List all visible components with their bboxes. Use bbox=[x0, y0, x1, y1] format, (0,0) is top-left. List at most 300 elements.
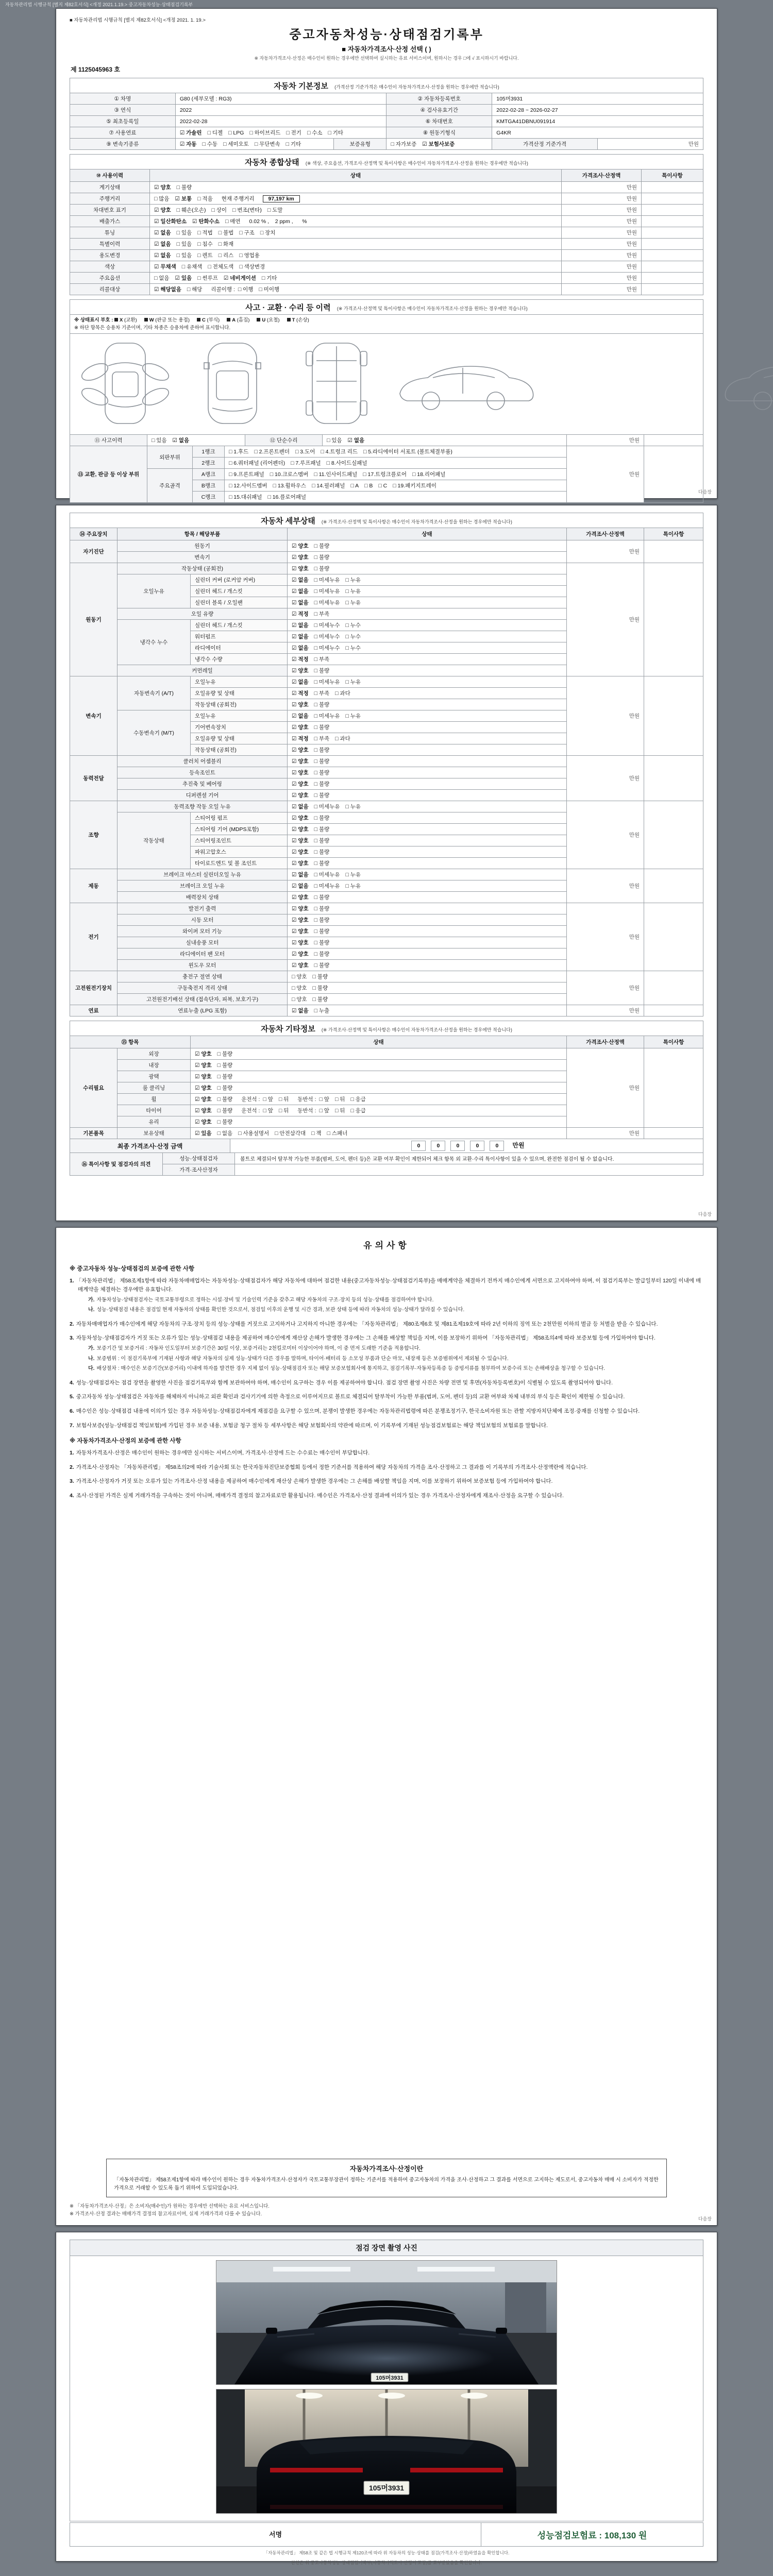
note-cell bbox=[642, 261, 703, 273]
item-label: 작동상태 bbox=[117, 812, 191, 869]
checkbox-누유[interactable]: □ 누유 bbox=[345, 577, 361, 583]
checkbox-양호[interactable]: ☑ 양호 bbox=[195, 1062, 212, 1069]
checkbox-있음[interactable]: □ 있음 bbox=[176, 252, 192, 259]
note-cell bbox=[644, 676, 703, 756]
subitem-label: 작동상태 (공회전) bbox=[191, 699, 288, 710]
legend-label: ※ 상태표시 부호 : bbox=[74, 317, 113, 323]
checkbox-불량[interactable]: □ 불량 bbox=[314, 860, 330, 867]
overall-row bbox=[70, 182, 703, 193]
checkbox-응급[interactable]: □ 응급 bbox=[350, 1108, 366, 1114]
checkbox-3.도어[interactable]: □ 3.도어 bbox=[295, 449, 315, 455]
checkbox-없음[interactable]: ☑ 없음 bbox=[292, 622, 309, 629]
checkbox-누유[interactable]: □ 누유 bbox=[345, 713, 361, 719]
checkbox-양호[interactable]: ☑ 양호 bbox=[154, 184, 171, 191]
price-cell: 만원 bbox=[562, 182, 642, 193]
checkbox-불량[interactable]: □ 불량 bbox=[312, 974, 328, 980]
checkbox-부족[interactable]: □ 부족 bbox=[314, 656, 330, 663]
checkbox-불량[interactable]: □ 불량 bbox=[217, 1108, 233, 1114]
checkbox-양호[interactable]: ☑ 양호 bbox=[292, 917, 309, 923]
item-label: 구동축전지 격리 상태 bbox=[117, 982, 288, 994]
checkbox-15.대쉬패널[interactable]: □ 15.대쉬패널 bbox=[229, 494, 262, 500]
checkbox-누유[interactable]: □ 누유 bbox=[345, 872, 361, 878]
checkbox-양호[interactable]: ☑ 양호 bbox=[292, 724, 309, 731]
row-status bbox=[288, 631, 567, 642]
row-status bbox=[191, 1116, 567, 1128]
inline-text: 0.02 % , 2 ppm , % bbox=[249, 218, 307, 225]
row-status bbox=[288, 563, 567, 574]
checkbox-하이브리드[interactable]: □ 하이브리드 bbox=[249, 130, 281, 136]
group-label: 주요골격 bbox=[147, 469, 193, 503]
checkbox-기타[interactable]: □ 기타 bbox=[328, 130, 344, 136]
checkbox-있음[interactable]: □ 있음 bbox=[327, 437, 342, 444]
checkbox-양호[interactable]: ☑ 양호 bbox=[292, 940, 309, 946]
section-note: (※ 가격조사·산정액 및 특이사항은 매수인이 자동차가격조사·산정을 원하는 경우에만 적습니다) bbox=[321, 519, 512, 524]
checkbox-침수[interactable]: □ 침수 bbox=[197, 241, 213, 247]
checkbox-양호[interactable]: ☑ 양호 bbox=[154, 207, 171, 213]
checkbox-없음[interactable]: ☑ 없음 bbox=[292, 588, 309, 595]
checkbox-네비게이션[interactable]: ☑ 네비게이션 bbox=[223, 275, 256, 281]
row-status bbox=[288, 586, 567, 597]
notice-item: 3. 가격조사·산정자가 거짓 또는 오류가 있는 가격조사·산정 내용을 제공하여 매수인에게 재산상 손해가 발생한 경우에는 그 손해를 배상할 책임을 지며, 이를 보장하기 위하여 보증보험 등에 가입하여야 합니다. bbox=[70, 1478, 553, 1485]
basic-info-row bbox=[70, 127, 703, 139]
checkbox-미세누유[interactable]: □ 미세누유 bbox=[314, 679, 340, 685]
checkbox-양호[interactable]: ☑ 양호 bbox=[292, 747, 309, 753]
checkbox-불량[interactable]: □ 불량 bbox=[314, 758, 330, 765]
checkbox-뒤[interactable]: □ 뒤 bbox=[278, 1108, 289, 1114]
checkbox-해당[interactable]: □ 해당 bbox=[187, 286, 203, 293]
subitem-label: 워터펌프 bbox=[191, 631, 288, 642]
checkbox-누유[interactable]: □ 누유 bbox=[345, 600, 361, 606]
item-label: 내장 bbox=[117, 1060, 191, 1071]
row-status bbox=[288, 790, 567, 801]
checkbox-양호[interactable]: ☑ 양호 bbox=[292, 962, 309, 969]
price-cell: 만원 bbox=[567, 435, 644, 446]
checkbox-양호[interactable]: ☑ 양호 bbox=[292, 543, 309, 549]
checkbox-양호[interactable]: ☑ 양호 bbox=[292, 894, 309, 901]
checkbox-양호[interactable]: ☑ 양호 bbox=[292, 849, 309, 855]
checkbox-세미오토[interactable]: □ 세미오토 bbox=[223, 141, 249, 147]
group-label: 연료 bbox=[70, 1005, 117, 1016]
checkbox-불량[interactable]: □ 불량 bbox=[176, 184, 192, 191]
checkbox-4.트렁크 리드[interactable]: □ 4.트렁크 리드 bbox=[321, 449, 358, 455]
checkbox-불량[interactable]: □ 불량 bbox=[217, 1051, 233, 1057]
checkbox-미세누유[interactable]: □ 미세누유 bbox=[314, 577, 340, 583]
checkbox-누수[interactable]: □ 누수 bbox=[345, 645, 361, 651]
detail-row bbox=[70, 1005, 703, 1016]
checkbox-불량[interactable]: □ 불량 bbox=[314, 838, 330, 844]
checkbox-12.사이드멤버[interactable]: □ 12.사이드멤버 bbox=[229, 483, 267, 489]
checkbox-불량[interactable]: □ 불량 bbox=[314, 815, 330, 821]
rank-label: A랭크 bbox=[193, 469, 225, 480]
signature-label[interactable]: 서명 bbox=[70, 2523, 481, 2546]
checkbox-양호[interactable]: ☑ 양호 bbox=[292, 781, 309, 787]
legend-item: T (손상) bbox=[287, 317, 309, 323]
checkbox-스패너[interactable]: □ 스패너 bbox=[327, 1130, 348, 1137]
item-label: 변속기 bbox=[117, 552, 288, 563]
checkbox-미세누수[interactable]: □ 미세누수 bbox=[314, 622, 340, 629]
detail-state-table bbox=[70, 528, 703, 1016]
row-status bbox=[150, 239, 562, 250]
legend-note: ※ 하단 항목은 승용차 기준이며, 기타 차종은 승용차에 준하여 표시합니다. bbox=[74, 325, 231, 331]
next-page-marker[interactable]: 다음장 bbox=[698, 489, 712, 495]
checkbox-불량[interactable]: □ 불량 bbox=[314, 906, 330, 912]
checkbox-전체도색[interactable]: □ 전체도색 bbox=[208, 264, 234, 270]
checkbox-불량[interactable]: □ 불량 bbox=[217, 1119, 233, 1125]
checkbox-2.프론트펜더[interactable]: □ 2.프론트펜더 bbox=[254, 449, 290, 455]
checkbox-변조(변타)[interactable]: □ 변조(변타) bbox=[232, 207, 262, 213]
checkbox-앞[interactable]: □ 앞 bbox=[319, 1096, 329, 1103]
checkbox-리스[interactable]: □ 리스 bbox=[218, 252, 234, 259]
checkbox-양호[interactable]: ☑ 양호 bbox=[292, 758, 309, 765]
item-label: 등속조인트 bbox=[117, 767, 288, 778]
checkbox-있음[interactable]: □ 있음 bbox=[152, 437, 167, 444]
notice-item: 7. 보험사보증(성능·상태점검 책임보험)에 가입된 경우 보증 내용, 보험금 청구 절차 등 세부사항은 해당 보험회사의 약관에 따르며, 이 기록부에 기재된 성능점검보험료는 해당 책임보험의 보험료를 말합니다. bbox=[70, 1422, 548, 1429]
checkbox-구조[interactable]: □ 구조 bbox=[239, 230, 255, 236]
opinion-who: 성능·상태점검자 bbox=[163, 1153, 235, 1164]
checkbox-부족[interactable]: □ 부족 bbox=[314, 611, 330, 617]
price-assessment-select[interactable]: ■ 자동차가격조사·산정 선택 ( ) bbox=[342, 45, 431, 53]
checkbox-불량[interactable]: □ 불량 bbox=[314, 962, 330, 969]
detail-row bbox=[70, 756, 703, 767]
checkbox-B[interactable]: □ B bbox=[364, 483, 373, 489]
checkbox-응급[interactable]: □ 응급 bbox=[350, 1096, 366, 1103]
checkbox-불량[interactable]: □ 불량 bbox=[217, 1062, 233, 1069]
checkbox-양호[interactable]: ☑ 양호 bbox=[292, 566, 309, 572]
checkbox-양호[interactable]: ☑ 양호 bbox=[292, 951, 309, 957]
checkbox-과다[interactable]: □ 과다 bbox=[335, 736, 350, 742]
notice-item: 2. 자동차매매업자가 매수인에게 해당 자동차의 구조·장치 등의 성능·상태를 거짓으로 고지하거나 고지하지 아니한 경우에는 「자동차관리법」 제80조제6호 및 제81조제19호에 따라 2년 이하의 징역 또는 2천만원 이하의 벌금 등 처벌을 받을 수 있습니다. bbox=[70, 1320, 658, 1327]
next-page-marker[interactable]: 다음장 bbox=[698, 1212, 712, 1217]
price-cell: 만원 bbox=[562, 193, 642, 205]
checkbox-렌트[interactable]: □ 렌트 bbox=[197, 252, 213, 259]
checkbox-없음[interactable]: ☑ 없음 bbox=[292, 679, 309, 685]
row-status bbox=[288, 801, 567, 812]
row-status bbox=[191, 1094, 567, 1105]
receipt-text: 본인은 위 중고자동차성능·상태점검기록부(자동차가격조사·산정서 포함)를 교부받았음을 확인합니다. bbox=[291, 2560, 482, 2565]
checkbox-무단변속[interactable]: □ 무단변속 bbox=[254, 141, 280, 147]
price-cell: 만원 bbox=[562, 205, 642, 216]
checkbox-미이행[interactable]: □ 미이행 bbox=[259, 286, 280, 293]
checkbox-C[interactable]: □ C bbox=[378, 483, 388, 489]
checkbox-색상변경[interactable]: □ 색상변경 bbox=[239, 264, 265, 270]
inspection-photo-rear bbox=[216, 2389, 557, 2514]
checkbox-불량[interactable]: □ 불량 bbox=[312, 985, 328, 991]
checkbox-양호[interactable]: □ 양호 bbox=[292, 985, 307, 991]
checkbox-일산화탄소[interactable]: ☑ 일산화탄소 bbox=[154, 218, 187, 225]
checkbox-없음[interactable]: ☑ 없음 bbox=[292, 600, 309, 606]
column-header: 가격조사·산정액 bbox=[567, 528, 644, 540]
checkbox-디젤[interactable]: □ 디젤 bbox=[207, 130, 223, 136]
checkbox-보험사보증[interactable]: ☑ 보험사보증 bbox=[422, 141, 455, 147]
checkbox-있음[interactable]: □ 있음 bbox=[176, 241, 192, 247]
checkbox-보통[interactable]: ☑ 보통 bbox=[175, 196, 192, 202]
checkbox-기타[interactable]: □ 기타 bbox=[285, 141, 301, 147]
row-status bbox=[288, 846, 567, 858]
fee-label: 성능점검보험료 : bbox=[537, 2531, 602, 2540]
checkbox-없음[interactable]: ☑ 없음 bbox=[292, 634, 309, 640]
checkbox-적법[interactable]: □ 적법 bbox=[197, 230, 213, 236]
item-label: 유리 bbox=[117, 1116, 191, 1128]
row-status bbox=[288, 597, 567, 608]
checkbox-전기[interactable]: □ 전기 bbox=[286, 130, 301, 136]
checkbox-뒤[interactable]: □ 뒤 bbox=[334, 1096, 345, 1103]
checkbox-뒤[interactable]: □ 뒤 bbox=[278, 1096, 289, 1103]
group-label: 조향 bbox=[70, 801, 117, 869]
checkbox-불량[interactable]: □ 불량 bbox=[314, 554, 330, 561]
checkbox-양호[interactable]: ☑ 양호 bbox=[292, 792, 309, 799]
checkbox-미세누유[interactable]: □ 미세누유 bbox=[314, 713, 340, 719]
checkbox-없음[interactable]: ☑ 없음 bbox=[292, 1008, 309, 1014]
column-header: 특이사항 bbox=[644, 1036, 703, 1048]
checkbox-사용설명서[interactable]: □ 사용설명서 bbox=[238, 1130, 270, 1137]
row-status bbox=[191, 1128, 567, 1139]
row-status bbox=[288, 767, 567, 778]
checkbox-양호[interactable]: ☑ 양호 bbox=[292, 826, 309, 833]
checkbox-자동[interactable]: ☑ 자동 bbox=[179, 141, 197, 147]
checkbox-양호[interactable]: ☑ 양호 bbox=[195, 1108, 212, 1114]
row-status bbox=[288, 665, 567, 676]
checkbox-불량[interactable]: □ 불량 bbox=[314, 940, 330, 946]
item-label: 냉각수 누수 bbox=[117, 620, 191, 665]
checkbox-부족[interactable]: □ 부족 bbox=[314, 690, 330, 697]
checkbox-있음[interactable]: ☑ 있음 bbox=[195, 1130, 212, 1137]
row-status bbox=[288, 971, 567, 982]
checkbox-양호[interactable]: ☑ 양호 bbox=[292, 554, 309, 561]
checkbox-불량[interactable]: □ 불량 bbox=[314, 702, 330, 708]
checkbox-양호[interactable]: ☑ 양호 bbox=[292, 860, 309, 867]
checkbox-양호[interactable]: ☑ 양호 bbox=[292, 702, 309, 708]
damage-legend bbox=[70, 314, 703, 334]
checkbox-불량[interactable]: □ 불량 bbox=[314, 792, 330, 799]
checkbox-미세누유[interactable]: □ 미세누유 bbox=[314, 588, 340, 595]
checkbox-누유[interactable]: □ 누유 bbox=[345, 588, 361, 595]
checkbox-6.쿼터패널 (리어펜더)[interactable]: □ 6.쿼터패널 (리어펜더) bbox=[229, 460, 285, 466]
item-label: 발전기 출력 bbox=[117, 903, 288, 914]
row-status bbox=[225, 469, 567, 480]
checkbox-양호[interactable]: ☑ 양호 bbox=[195, 1074, 212, 1080]
checkbox-양호[interactable]: ☑ 양호 bbox=[292, 928, 309, 935]
checkbox-양호[interactable]: ☑ 양호 bbox=[292, 906, 309, 912]
checkbox-누유[interactable]: □ 누유 bbox=[345, 679, 361, 685]
checkbox-16.플로어패널[interactable]: □ 16.플로어패널 bbox=[267, 494, 307, 500]
checkbox-불량[interactable]: □ 불량 bbox=[217, 1096, 233, 1103]
inline-sublabel: 동반석 : bbox=[297, 1108, 316, 1114]
checkbox-적정[interactable]: ☑ 적정 bbox=[292, 736, 309, 742]
overall-row bbox=[70, 227, 703, 239]
checkbox-양호[interactable]: ☑ 양호 bbox=[292, 815, 309, 821]
checkbox-매연[interactable]: □ 매연 bbox=[225, 218, 241, 225]
car-damage-diagram bbox=[70, 336, 705, 430]
item-label: 오일누유 bbox=[117, 574, 191, 608]
checkbox-있음[interactable]: ☑ 있음 bbox=[175, 275, 192, 281]
checkbox-A[interactable]: □ A bbox=[350, 483, 359, 489]
checkbox-양호[interactable]: ☑ 양호 bbox=[292, 770, 309, 776]
checkbox-없음[interactable]: ☑ 없음 bbox=[347, 437, 365, 444]
checkbox-수소[interactable]: □ 수소 bbox=[307, 130, 323, 136]
checkbox-불량[interactable]: □ 불량 bbox=[314, 724, 330, 731]
checkbox-불량[interactable]: □ 불량 bbox=[314, 770, 330, 776]
checkbox-적정[interactable]: ☑ 적정 bbox=[292, 656, 309, 663]
field-options bbox=[175, 139, 333, 150]
overall-row bbox=[70, 284, 703, 295]
item-label: 디퍼렌셜 기어 bbox=[117, 790, 288, 801]
checkbox-양호[interactable]: ☑ 양호 bbox=[195, 1096, 212, 1103]
row-status bbox=[150, 273, 562, 284]
checkbox-불량[interactable]: □ 불량 bbox=[314, 928, 330, 935]
checkbox-없음[interactable]: ☑ 없음 bbox=[154, 230, 171, 236]
checkbox-영업용[interactable]: □ 영업용 bbox=[239, 252, 260, 259]
field-value: 2022 bbox=[175, 105, 386, 116]
checkbox-양호[interactable]: ☑ 양호 bbox=[292, 668, 309, 674]
checkbox-8.사이드실패널[interactable]: □ 8.사이드실패널 bbox=[326, 460, 367, 466]
checkbox-불량[interactable]: □ 불량 bbox=[314, 849, 330, 855]
row-status bbox=[288, 722, 567, 733]
legend-square-icon bbox=[114, 318, 118, 321]
note-cell bbox=[642, 239, 703, 250]
checkbox-불량[interactable]: □ 불량 bbox=[314, 543, 330, 549]
column-header: 특이사항 bbox=[644, 528, 703, 540]
rear-license-plate: 105머3931 bbox=[368, 2484, 405, 2492]
checkbox-10.크로스멤버[interactable]: □ 10.크로스멤버 bbox=[270, 471, 309, 478]
checkbox-없음[interactable]: ☑ 없음 bbox=[292, 883, 309, 889]
checkbox-미세누수[interactable]: □ 미세누수 bbox=[314, 645, 340, 651]
checkbox-불법[interactable]: □ 불법 bbox=[218, 230, 234, 236]
row-label: 주요옵션 bbox=[70, 273, 150, 284]
checkbox-9.프론트패널[interactable]: □ 9.프론트패널 bbox=[229, 471, 264, 478]
checkbox-자가보증[interactable]: □ 자가보증 bbox=[391, 141, 417, 147]
checkbox-썬루프[interactable]: □ 썬루프 bbox=[197, 275, 218, 281]
checkbox-미세누유[interactable]: □ 미세누유 bbox=[314, 872, 340, 878]
checkbox-앞[interactable]: □ 앞 bbox=[319, 1108, 329, 1114]
checkbox-없음[interactable]: □ 없음 bbox=[154, 275, 170, 281]
checkbox-있음[interactable]: □ 있음 bbox=[176, 230, 192, 236]
checkbox-적정[interactable]: ☑ 적정 bbox=[292, 690, 309, 697]
group-label: 원동기 bbox=[70, 563, 117, 676]
note-cell bbox=[644, 1048, 703, 1128]
checkbox-앞[interactable]: □ 앞 bbox=[263, 1096, 273, 1103]
subitem-label: 오일누유 bbox=[191, 710, 288, 722]
checkbox-양호[interactable]: ☑ 양호 bbox=[195, 1051, 212, 1057]
checkbox-불량[interactable]: □ 불량 bbox=[314, 894, 330, 901]
checkbox-1.후드[interactable]: □ 1.후드 bbox=[229, 449, 249, 455]
checkbox-누유[interactable]: □ 누유 bbox=[345, 804, 361, 810]
checkbox-불량[interactable]: □ 불량 bbox=[312, 996, 328, 1003]
checkbox-없음[interactable]: ☑ 없음 bbox=[154, 252, 171, 259]
legend-square-icon bbox=[144, 318, 148, 321]
checkbox-상이[interactable]: □ 상이 bbox=[211, 207, 227, 213]
checkbox-없음[interactable]: ☑ 없음 bbox=[172, 437, 190, 444]
checkbox-불량[interactable]: □ 불량 bbox=[314, 781, 330, 787]
checkbox-탄화수소[interactable]: ☑ 탄화수소 bbox=[192, 218, 220, 225]
checkbox-유채색[interactable]: □ 유채색 bbox=[181, 264, 203, 270]
checkbox-LPG[interactable]: □ LPG bbox=[228, 130, 244, 136]
checkbox-불량[interactable]: □ 불량 bbox=[314, 826, 330, 833]
checkbox-불량[interactable]: □ 불량 bbox=[217, 1074, 233, 1080]
checkbox-도말[interactable]: □ 도말 bbox=[267, 207, 283, 213]
checkbox-불량[interactable]: □ 불량 bbox=[314, 668, 330, 674]
checkbox-누수[interactable]: □ 누수 bbox=[345, 622, 361, 629]
checkbox-누출[interactable]: □ 누출 bbox=[314, 1008, 330, 1014]
price-cell: 만원 bbox=[562, 250, 642, 261]
detail-row bbox=[70, 869, 703, 880]
checkbox-많음[interactable]: □ 많음 bbox=[154, 196, 170, 202]
checkbox-5.라디에이터 서포트 (볼트체결부품)[interactable]: □ 5.라디에이터 서포트 (볼트체결부품) bbox=[363, 449, 452, 455]
field-label: ⑥ 차대번호 bbox=[386, 116, 492, 127]
checkbox-17.트렁크플로어[interactable]: □ 17.트렁크플로어 bbox=[363, 471, 407, 478]
notice-item: 2. 가격조사·산정자는 「자동차관리법」 제58조의2에 따라 기술사회 또는 한국자동차진단보증협회 등에서 정한 기준서를 적용하여 해당 자동차의 가격을 조사·산정하고 그 결과를 이 기록부의 가격조사·산정액란에 적습니다. bbox=[70, 1464, 588, 1470]
checkbox-적정[interactable]: ☑ 적정 bbox=[292, 611, 309, 617]
checkbox-해당없음[interactable]: ☑ 해당없음 bbox=[154, 286, 181, 293]
checkbox-미세누유[interactable]: □ 미세누유 bbox=[314, 600, 340, 606]
checkbox-미세누유[interactable]: □ 미세누유 bbox=[314, 804, 340, 810]
checkbox-기타[interactable]: □ 기타 bbox=[261, 275, 277, 281]
checkbox-없음[interactable]: ☑ 없음 bbox=[292, 713, 309, 719]
checkbox-누유[interactable]: □ 누유 bbox=[345, 883, 361, 889]
row-status bbox=[288, 574, 567, 586]
checkbox-잭[interactable]: □ 잭 bbox=[311, 1130, 322, 1137]
checkbox-13.휠하우스[interactable]: □ 13.휠하우스 bbox=[273, 483, 307, 489]
checkbox-18.리어패널[interactable]: □ 18.리어패널 bbox=[412, 471, 446, 478]
note-cell bbox=[644, 1005, 703, 1016]
checkbox-미세누유[interactable]: □ 미세누유 bbox=[314, 883, 340, 889]
checkbox-가솔린[interactable]: ☑ 가솔린 bbox=[179, 130, 202, 136]
checkbox-무채색[interactable]: ☑ 무채색 bbox=[154, 264, 176, 270]
checkbox-화재[interactable]: □ 화재 bbox=[218, 241, 234, 247]
checkbox-과다[interactable]: □ 과다 bbox=[335, 690, 350, 697]
checkbox-수동[interactable]: □ 수동 bbox=[202, 141, 217, 147]
checkbox-양호[interactable]: ☑ 양호 bbox=[292, 838, 309, 844]
subitem-label: 실린더 블록 / 오일팬 bbox=[191, 597, 288, 608]
checkbox-양호[interactable]: □ 양호 bbox=[292, 996, 307, 1003]
checkbox-훼손(오손)[interactable]: □ 훼손(오손) bbox=[176, 207, 206, 213]
checkbox-부족[interactable]: □ 부족 bbox=[314, 736, 330, 742]
checkbox-없음[interactable]: ☑ 없음 bbox=[292, 872, 309, 878]
checkbox-11.인사이드패널[interactable]: □ 11.인사이드패널 bbox=[314, 471, 358, 478]
checkbox-양호[interactable]: ☑ 양호 bbox=[195, 1085, 212, 1091]
checkbox-뒤[interactable]: □ 뒤 bbox=[334, 1108, 345, 1114]
row-status bbox=[288, 608, 567, 620]
checkbox-불량[interactable]: □ 불량 bbox=[314, 917, 330, 923]
checkbox-불량[interactable]: □ 불량 bbox=[314, 566, 330, 572]
checkbox-장치[interactable]: □ 장치 bbox=[260, 230, 276, 236]
checkbox-없음[interactable]: ☑ 없음 bbox=[292, 645, 309, 651]
field-label: ① 차명 bbox=[70, 93, 176, 105]
checkbox-없음[interactable]: □ 없음 bbox=[217, 1130, 233, 1137]
checkbox-양호[interactable]: □ 양호 bbox=[292, 974, 307, 980]
checkbox-없음[interactable]: ☑ 없음 bbox=[292, 804, 309, 810]
checkbox-양호[interactable]: ☑ 양호 bbox=[195, 1119, 212, 1125]
field-label: 가격산정 기준가격 bbox=[492, 139, 598, 150]
checkbox-7.루프패널[interactable]: □ 7.루프패널 bbox=[291, 460, 321, 466]
checkbox-안전삼각대[interactable]: □ 안전삼각대 bbox=[275, 1130, 306, 1137]
checkbox-미세누수[interactable]: □ 미세누수 bbox=[314, 634, 340, 640]
checkbox-누수[interactable]: □ 누수 bbox=[345, 634, 361, 640]
checkbox-불량[interactable]: □ 불량 bbox=[314, 747, 330, 753]
overall-row bbox=[70, 205, 703, 216]
checkbox-19.패키지트레이[interactable]: □ 19.패키지트레이 bbox=[393, 483, 436, 489]
checkbox-불량[interactable]: □ 불량 bbox=[217, 1085, 233, 1091]
basic-info-row bbox=[70, 93, 703, 105]
checkbox-14.필러패널[interactable]: □ 14.필러패널 bbox=[312, 483, 345, 489]
checkbox-앞[interactable]: □ 앞 bbox=[263, 1108, 273, 1114]
row-status bbox=[288, 948, 567, 960]
next-page-marker[interactable]: 다음장 bbox=[698, 2216, 712, 2222]
checkbox-이행[interactable]: □ 이행 bbox=[238, 286, 254, 293]
checkbox-없음[interactable]: ☑ 없음 bbox=[292, 577, 309, 583]
checkbox-불량[interactable]: □ 불량 bbox=[314, 951, 330, 957]
checkbox-없음[interactable]: ☑ 없음 bbox=[154, 241, 171, 247]
checkbox-적음[interactable]: □ 적음 bbox=[197, 196, 213, 202]
